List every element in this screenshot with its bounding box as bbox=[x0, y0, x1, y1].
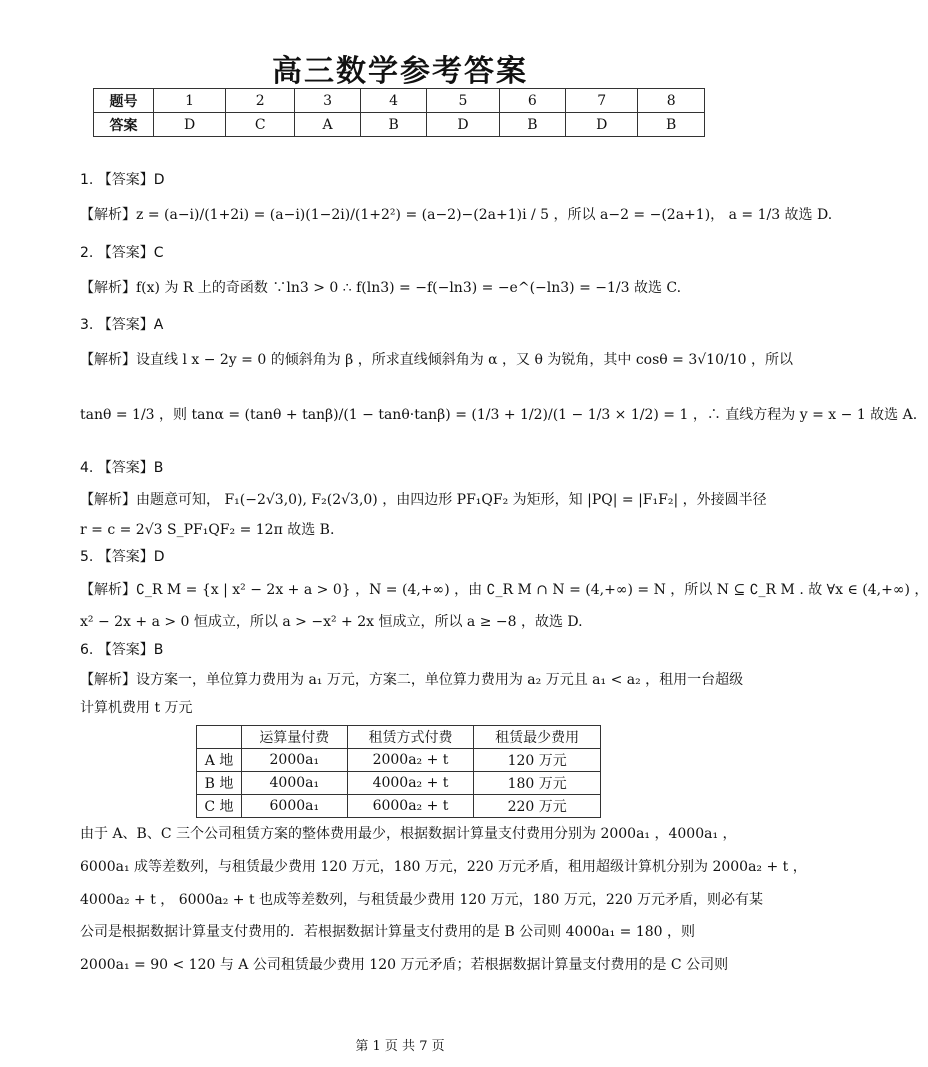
q2-label: 【解析】 bbox=[80, 280, 136, 296]
q4-solution-line1 bbox=[80, 490, 767, 510]
table-cell: B bbox=[360, 113, 427, 137]
table-cell: 7 bbox=[566, 89, 638, 113]
table-header: 题号 bbox=[94, 89, 154, 113]
q3-solution-line1 bbox=[80, 350, 793, 370]
q5-solution-line1 bbox=[80, 580, 928, 600]
table-cell: 3 bbox=[295, 89, 361, 113]
q1-solution bbox=[80, 205, 832, 225]
q6-paragraph-5: 2000a₁ = 90 < 120 与 A 公司租赁最少费用 120 万元矛盾；若根据数据计算量支付费用的是 C 公司则 bbox=[80, 957, 729, 973]
table-cell: C 地 bbox=[197, 795, 242, 818]
table-cell: D bbox=[154, 113, 226, 137]
q2-text: f(x) 为 R 上的奇函数 ∵ln3 > 0 ∴ f(ln3) = −f(−ln3) = −e^(−ln3) = −1/3 故选 C. bbox=[136, 280, 682, 296]
q3-solution-line2: tanθ = 1/3 ，则 tanα = (tanθ + tanβ)/(1 − tanθ·tanβ) = (1/3 + 1/2)/(1 − 1/3 × 1/2) = 1 ，∴ 直线方程为 y = x − 1 故选 A. bbox=[80, 407, 918, 423]
q3-answer: 3. 【答案】A bbox=[80, 317, 164, 333]
table-cell: 220 万元 bbox=[474, 795, 601, 818]
q1-text: z = (a−i)/(1+2i) = (a−i)(1−2i)/(1+2²) = (a−2)−(2a+1)i / 5 ，所以 a−2 = −(2a+1)， a = 1/3 故选 D. bbox=[136, 207, 833, 223]
table-cell: C bbox=[226, 113, 295, 137]
table-cell: D bbox=[566, 113, 638, 137]
table-cell: B 地 bbox=[197, 772, 242, 795]
q6-solution-line1 bbox=[80, 670, 743, 690]
table-row bbox=[94, 89, 705, 113]
table-cell: 5 bbox=[427, 89, 499, 113]
q6-paragraph-3: 4000a₂ + t ， 6000a₂ + t 也成等差数列，与租赁最少费用 120 万元，180 万元，220 万元矛盾，则必有某 bbox=[80, 892, 764, 908]
q4-label: 【解析】 bbox=[80, 492, 136, 508]
q5-answer: 5. 【答案】D bbox=[80, 549, 165, 565]
table-row bbox=[94, 113, 705, 137]
table-cell: A bbox=[295, 113, 361, 137]
q1-answer: 1. 【答案】D bbox=[80, 172, 165, 188]
page-number: 第 1 页 共 7 页 bbox=[355, 1039, 445, 1054]
table-cell: 180 万元 bbox=[474, 772, 601, 795]
q2-answer: 2. 【答案】C bbox=[80, 245, 164, 261]
q4-answer: 4. 【答案】B bbox=[80, 460, 164, 476]
table-cell: 4000a₁ bbox=[241, 772, 347, 795]
q4-solution-line2: r = c = 2√3 S_PF₁QF₂ = 12π 故选 B. bbox=[80, 522, 335, 538]
q3-label: 【解析】 bbox=[80, 352, 136, 368]
q6-answer: 6. 【答案】B bbox=[80, 642, 164, 658]
table-cell: 4 bbox=[360, 89, 427, 113]
table-cell: 120 万元 bbox=[474, 749, 601, 772]
table-cell: D bbox=[427, 113, 499, 137]
table-header: 运算量付费 bbox=[241, 726, 347, 749]
table-cell: 1 bbox=[154, 89, 226, 113]
q6-paragraph-1: 由于 A、B、C 三个公司租赁方案的整体费用最少，根据数据计算量支付费用分别为 2000a₁ ，4000a₁ ， bbox=[80, 826, 737, 842]
table-header: 租赁方式付费 bbox=[347, 726, 474, 749]
q5-label: 【解析】 bbox=[80, 582, 136, 598]
q6-label: 【解析】 bbox=[80, 672, 136, 688]
page-title: 高三数学参考答案 bbox=[272, 54, 528, 89]
cost-table bbox=[196, 725, 601, 818]
q4-text1: 由题意可知， F₁(−2√3,0), F₂(2√3,0) ，由四边形 PF₁QF₂ 为矩形，知 |PQ| = |F₁F₂| ，外接圆半径 bbox=[136, 492, 767, 508]
q6-paragraph-4: 公司是根据数据计算量支付费用的．若根据数据计算量支付费用的是 B 公司则 4000a₁ = 180 ，则 bbox=[80, 924, 696, 940]
table-cell: 6 bbox=[499, 89, 566, 113]
table-cell: 2000a₂ + t bbox=[347, 749, 474, 772]
table-cell: 6000a₁ bbox=[241, 795, 347, 818]
q6-solution-line2: 计算机费用 t 万元 bbox=[80, 700, 193, 716]
table-cell: 6000a₂ + t bbox=[347, 795, 474, 818]
table-header: 租赁最少费用 bbox=[474, 726, 601, 749]
answer-table bbox=[93, 88, 705, 137]
q5-solution-line2: x² − 2x + a > 0 恒成立，所以 a > −x² + 2x 恒成立，所以 a ≥ −8 ，故选 D. bbox=[80, 614, 583, 630]
table-cell: 2 bbox=[226, 89, 295, 113]
table-header: 答案 bbox=[94, 113, 154, 137]
table-cell: 4000a₂ + t bbox=[347, 772, 474, 795]
table-cell: B bbox=[638, 113, 705, 137]
table-row bbox=[197, 795, 601, 818]
table-cell: 8 bbox=[638, 89, 705, 113]
q1-label: 【解析】 bbox=[80, 207, 136, 223]
q6-paragraph-2: 6000a₁ 成等差数列，与租赁最少费用 120 万元，180 万元，220 万元矛盾，租用超级计算机分别为 2000a₂ + t ， bbox=[80, 859, 807, 875]
table-cell: A 地 bbox=[197, 749, 242, 772]
table-header bbox=[197, 726, 242, 749]
table-row bbox=[197, 772, 601, 795]
table-cell: B bbox=[499, 113, 566, 137]
q3-text1: 设直线 l x − 2y = 0 的倾斜角为 β ，所求直线倾斜角为 α ，又 θ 为锐角，其中 cosθ = 3√10/10 ，所以 bbox=[136, 352, 793, 368]
table-cell: 2000a₁ bbox=[241, 749, 347, 772]
table-row bbox=[197, 749, 601, 772]
q6-text1: 设方案一，单位算力费用为 a₁ 万元，方案二，单位算力费用为 a₂ 万元且 a₁ < a₂ ，租用一台超级 bbox=[136, 672, 744, 688]
table-row bbox=[197, 726, 601, 749]
q2-solution bbox=[80, 278, 681, 298]
q5-text1: ∁_R M = {x | x² − 2x + a > 0} ，N = (4,+∞) ，由 ∁_R M ∩ N = (4,+∞) = N ，所以 N ⊆ ∁_R M . 故 ∀x ∈ (4,+∞) ， bbox=[136, 582, 928, 598]
